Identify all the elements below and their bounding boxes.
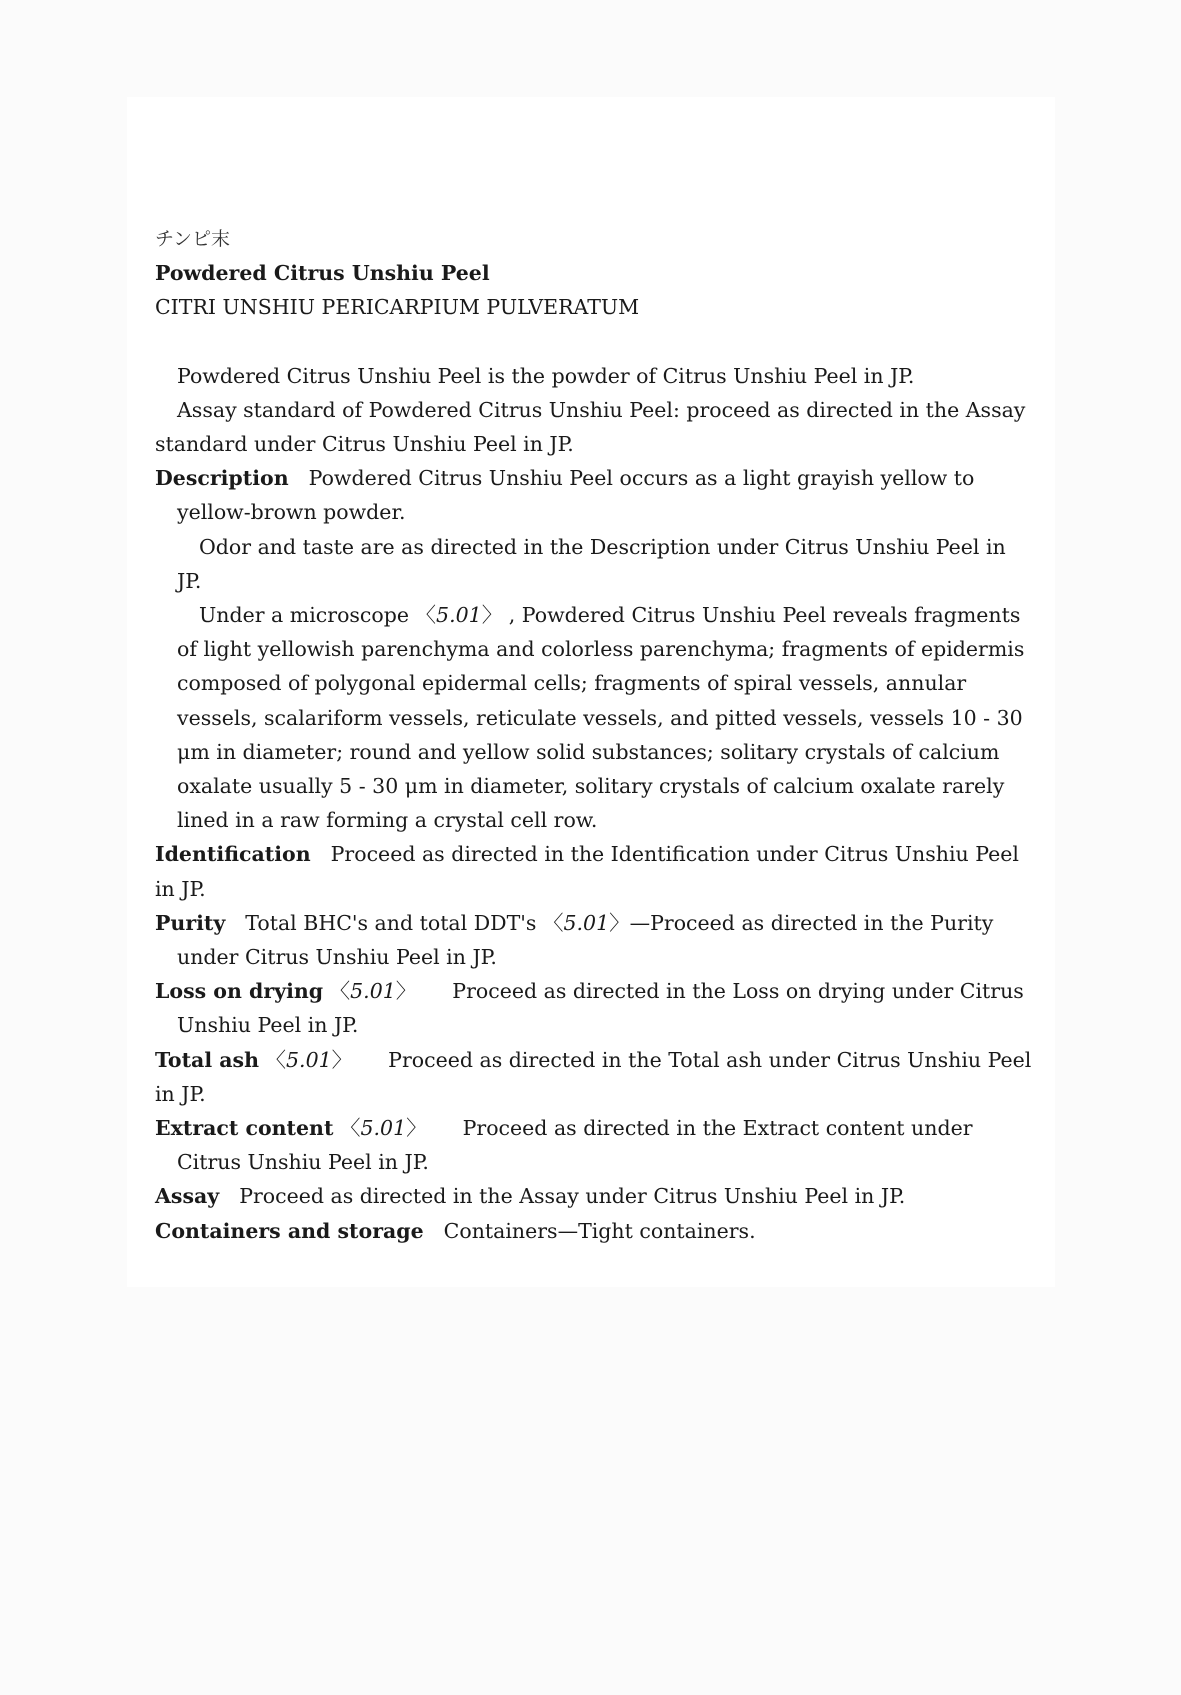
assay-heading: Assay: [155, 1184, 220, 1209]
monograph-title: Powdered Citrus Unshiu Peel: [155, 261, 490, 286]
extract-content-heading: Extract content: [155, 1116, 334, 1141]
purity-pre: Total BHC's and total DDT's: [245, 910, 537, 935]
assay-section: [155, 1179, 1035, 1213]
total-ash-section: Total ash 〈5.01〉 Proceed as directed in the Total ash under Citrus Unshiu Peel in JP.: [155, 1047, 1032, 1106]
monograph: [155, 222, 1035, 1248]
purity-text: —Proceed as directed in the Purity under Citrus Unshiu Peel in JP.: [177, 910, 994, 970]
loss-on-drying-ref: 5.01: [350, 979, 396, 1004]
total-ash-ref: 5.01: [286, 1047, 332, 1072]
microscope-text-pre: Under a microscope: [199, 603, 410, 628]
japanese-title: チンピ末: [155, 228, 231, 250]
extract-content-ref: 5.01: [360, 1116, 407, 1141]
microscope-ref: 5.01: [436, 603, 482, 628]
assay-standard-paragraph: Assay standard of Powdered Citrus Unshiu Peel: proceed as directed in the Assay standard under Citrus Unshiu Peel in JP.: [155, 397, 1026, 457]
containers-text: Containers—Tight containers.: [443, 1218, 756, 1243]
purity-heading: Purity: [155, 910, 226, 935]
description-heading: Description: [155, 466, 289, 491]
purity-section: Purity Total BHC's and total DDT's 〈5.01〉—Proceed as directed in the Purity under Citrus Unshiu Peel in JP.: [155, 910, 994, 970]
containers-section: [155, 1214, 1035, 1248]
intro-paragraph: Powdered Citrus Unshiu Peel is the powder of Citrus Unshiu Peel in JP.: [177, 363, 915, 388]
latin-name: CITRI UNSHIU PERICARPIUM PULVERATUM: [155, 295, 640, 320]
assay-text: Proceed as directed in the Assay under Citrus Unshiu Peel in JP.: [239, 1184, 906, 1209]
loss-on-drying-section: Loss on drying 〈5.01〉 Proceed as directed in the Loss on drying under Citrus Unshiu Peel in JP.: [155, 979, 1024, 1038]
total-ash-heading: Total ash: [155, 1047, 259, 1072]
spacer: [155, 325, 1035, 359]
odor-paragraph: Odor and taste are as directed in the Description under Citrus Unshiu Peel in JP.: [177, 534, 1006, 593]
microscope-text: , Powdered Citrus Unshiu Peel reveals fragments of light yellowish parenchyma and colorless parenchyma; fragments of epidermis composed of polygonal epidermal cells; fragments of spiral vessels, annular vessels, scalariform vessels, reticulate vessels, and pitted vessels, vessels 10 - 30 μm in diameter; round and yellow solid substances; solitary crystals of calcium oxalate usually 5 - 30 μm in diameter, solitary crystals of calcium oxalate rarely lined in a raw forming a crystal cell row.: [177, 603, 1025, 833]
microscope-paragraph: Under a microscope 〈5.01〉 , Powdered Citrus Unshiu Peel reveals fragments of light yellowish parenchyma and colorless parenchyma; fragments of epidermis composed of polygonal epidermal cells; fragments of spiral vessels, annular vessels, scalariform vessels, reticulate vessels, and pitted vessels, vessels 10 - 30 μm in diameter; round and yellow solid substances; solitary crystals of calcium oxalate usually 5 - 30 μm in diameter, solitary crystals of calcium oxalate rarely lined in a raw forming a crystal cell row.: [177, 603, 1025, 833]
description-section: [155, 461, 1035, 529]
loss-on-drying-text: Proceed as directed in the Loss on drying under Citrus Unshiu Peel in JP.: [177, 979, 1024, 1038]
identification-section: [155, 837, 1035, 905]
extract-content-text: Proceed as directed in the Extract content under Citrus Unshiu Peel in JP.: [177, 1116, 973, 1175]
identification-heading: Identification: [155, 842, 311, 867]
containers-heading: Containers and storage: [155, 1218, 424, 1243]
total-ash-text: Proceed as directed in the Total ash under Citrus Unshiu Peel in JP.: [155, 1047, 1032, 1106]
loss-on-drying-heading: Loss on drying: [155, 979, 324, 1004]
extract-content-section: Extract content 〈5.01〉 Proceed as directed in the Extract content under Citrus Unshiu Peel in JP.: [155, 1116, 973, 1175]
purity-ref: 5.01: [563, 910, 610, 935]
description-text: Powdered Citrus Unshiu Peel occurs as a light grayish yellow to yellow-brown powder.: [177, 466, 975, 525]
identification-text: Proceed as directed in the Identification under Citrus Unshiu Peel in JP.: [155, 842, 1019, 901]
